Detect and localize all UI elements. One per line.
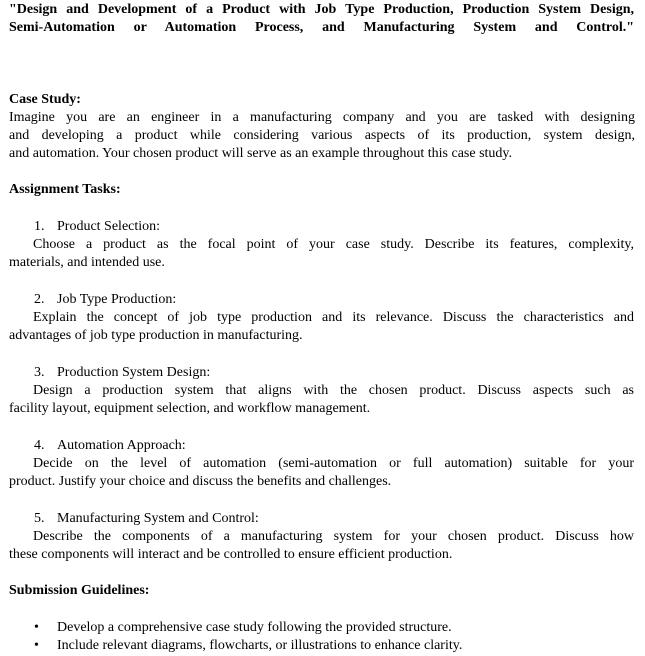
task-title-text: Automation Approach: xyxy=(57,438,186,453)
task-description xyxy=(9,309,634,345)
task-title-text: Product Selection: xyxy=(57,219,161,234)
bullet-text: Include relevant diagrams, flowcharts, or illustrations to enhance clarity. xyxy=(57,638,463,653)
case-study-paragraph xyxy=(9,109,635,163)
submission-guidelines-heading: Submission Guidelines: xyxy=(9,583,150,598)
task-title xyxy=(34,218,160,236)
task-title xyxy=(34,291,176,309)
task-line: Design a production system that aligns with the chosen product. Discuss aspects such as xyxy=(33,383,634,398)
list-item xyxy=(34,637,462,655)
task-line: advantages of job type production in manufacturing. xyxy=(9,328,303,343)
title-line-2: Semi-Automation or Automation Process, and Manufacturing System and Control." xyxy=(9,20,634,35)
task-number: 3. xyxy=(34,365,45,380)
task-line: product. Justify your choice and discuss the benefits and challenges. xyxy=(9,474,392,489)
task-title-text: Job Type Production: xyxy=(57,292,177,307)
task-title xyxy=(34,510,259,528)
task-title-text: Production System Design: xyxy=(57,365,211,380)
case-study-heading: Case Study: xyxy=(9,92,81,107)
task-description xyxy=(9,528,634,564)
list-item xyxy=(34,619,452,637)
task-number: 2. xyxy=(34,292,45,307)
task-line: Choose a product as the focal point of your case study. Describe its features, complexity, xyxy=(33,237,634,252)
task-number: 1. xyxy=(34,219,45,234)
task-line: materials, and intended use. xyxy=(9,255,165,270)
task-description xyxy=(9,455,634,491)
task-line: facility layout, equipment selection, and workflow management. xyxy=(9,401,371,416)
task-description xyxy=(9,236,634,272)
task-title xyxy=(34,437,186,455)
assignment-tasks-heading: Assignment Tasks: xyxy=(9,182,121,197)
document-title xyxy=(9,1,634,37)
task-number: 5. xyxy=(34,511,45,526)
task-line: Describe the components of a manufacturing system for your chosen product. Discuss how xyxy=(33,529,634,544)
bullet-text: Develop a comprehensive case study following the provided structure. xyxy=(57,620,452,635)
bullet-icon: • xyxy=(34,620,39,635)
title-line-1: "Design and Development of a Product with Job Type Production, Production System Design, xyxy=(9,2,634,17)
task-line: Decide on the level of automation (semi-automation or full automation) suitable for your xyxy=(33,456,634,471)
bullet-icon: • xyxy=(34,638,39,653)
case-study-line: and automation. Your chosen product will serve as an example throughout this case study. xyxy=(9,146,512,161)
task-title-text: Manufacturing System and Control: xyxy=(57,511,259,526)
task-line: these components will interact and be controlled to ensure efficient production. xyxy=(9,547,453,562)
case-study-line: and developing a product while considering various aspects of its production, system design, xyxy=(9,128,635,143)
task-title xyxy=(34,364,210,382)
case-study-line: Imagine you are an engineer in a manufacturing company and you are tasked with designing xyxy=(9,110,635,125)
task-description xyxy=(9,382,634,418)
task-number: 4. xyxy=(34,438,45,453)
task-line: Explain the concept of job type production and its relevance. Discuss the characteristics and xyxy=(33,310,634,325)
